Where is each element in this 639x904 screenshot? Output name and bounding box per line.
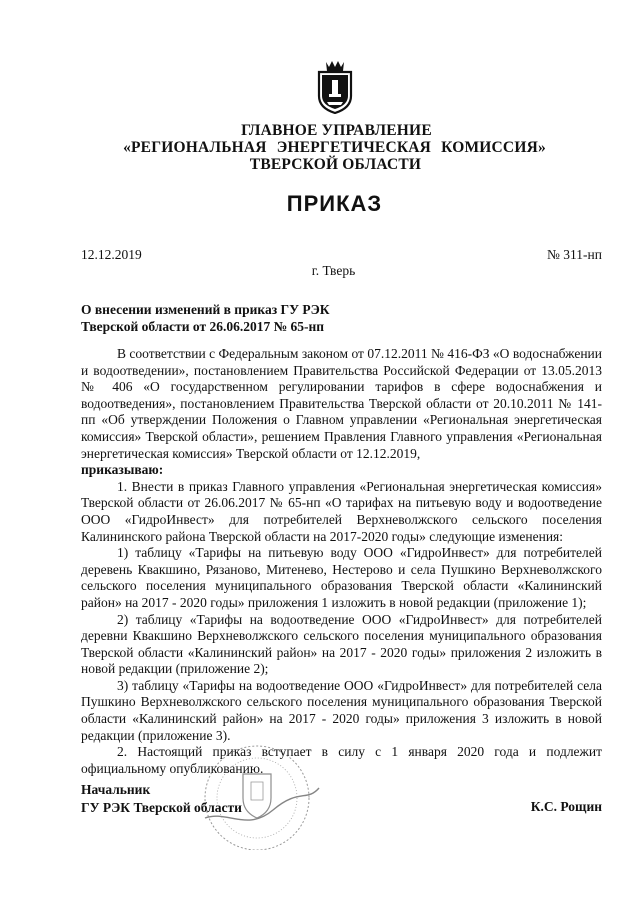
document-date: 12.12.2019: [81, 247, 142, 262]
signature-position: [81, 781, 242, 817]
document-body: [81, 346, 602, 777]
subject-line-2: Тверской области от 26.06.2017 № 65-нп: [81, 319, 325, 334]
item-2-paragraph: 2. Настоящий приказ вступает в силу с 1 января 2020 года и подлежит официальному опубликованию.: [81, 744, 602, 776]
header-line-1: ГЛАВНОЕ УПРАВЛЕНИЕ: [241, 122, 432, 139]
item-1-paragraph: 1. Внести в приказ Главного управления «Региональная энергетическая комиссия» Тверской области от 26.06.2017 № 65-нп «О тарифах на питьевую воду и водоотведение ООО «ГидроИнвест» для потребителей Верхневолжского сельского поселения Калининского района Тверской области на 2017-2020 годы» следующие изменения:: [81, 478, 602, 544]
document-subject: [81, 301, 330, 335]
header-line-2: «РЕГИОНАЛЬНАЯ ЭНЕРГЕТИЧЕСКАЯ КОМИССИЯ»: [123, 139, 546, 156]
document-number: № 311-нп: [547, 247, 602, 262]
subject-line-1: О внесении изменений в приказ ГУ РЭК: [81, 302, 330, 317]
signature-position-line-2: ГУ РЭК Тверской области: [81, 800, 242, 815]
item-1-2-paragraph: 2) таблицу «Тарифы на водоотведение ООО «ГидроИнвест» для потребителей деревни Квакшино Верхневолжского сельского поселения муниципального образования Тверской области «Калининский район» на 2017 - 2020 годы» приложения 2 изложить в новой редакции (приложение 2);: [81, 611, 602, 677]
item-1-3-paragraph: 3) таблицу «Тарифы на водоотведение ООО «ГидроИнвест» для потребителей села Пушкино Верхневолжского сельского поселения муниципального образования Тверской области «Калининский район» на 2017 - 2020 годы» приложения 3 изложить в новой редакции (приложение 3).: [81, 677, 602, 743]
item-1-1-paragraph: 1) таблицу «Тарифы на питьевую воду ООО «ГидроИнвест» для потребителей деревень Квакшино, Рязаново, Митенево, Нестерово и села Пушкино Верхневолжского сельского поселения муниципального образования Тверской области «Калининский район» на 2017 - 2020 годы» приложения 1 изложить в новой редакции (приложение 1);: [81, 545, 602, 610]
signature-name: К.С. Рощин: [530, 799, 602, 814]
signature-position-line-1: Начальник: [81, 782, 151, 797]
document-city: г. Тверь: [311, 263, 356, 278]
header-line-3: ТВЕРСКОЙ ОБЛАСТИ: [249, 156, 422, 173]
order-word: приказываю:: [81, 462, 164, 478]
tver-coat-of-arms-icon: [315, 58, 355, 114]
preamble-paragraph: В соответствии с Федеральным законом от 07.12.2011 № 416-ФЗ «О водоснабжении и водоотведении», постановлением Правительства Российской Федерации от 13.05.2013 № 406 «О государственном регулировании тарифов в сфере водоснабжения и водоотведения», постановлением Правительства Тверской области от 20.10.2011 № 141-пп «Об утверждении Положения о Главном управлении «Региональная энергетическая комиссия» Тверской области», решением Правления Главного управления «Региональная энергетическая комиссия» Тверской области от 12.12.2019,: [81, 346, 602, 461]
document-title: ПРИКАЗ: [286, 191, 383, 216]
